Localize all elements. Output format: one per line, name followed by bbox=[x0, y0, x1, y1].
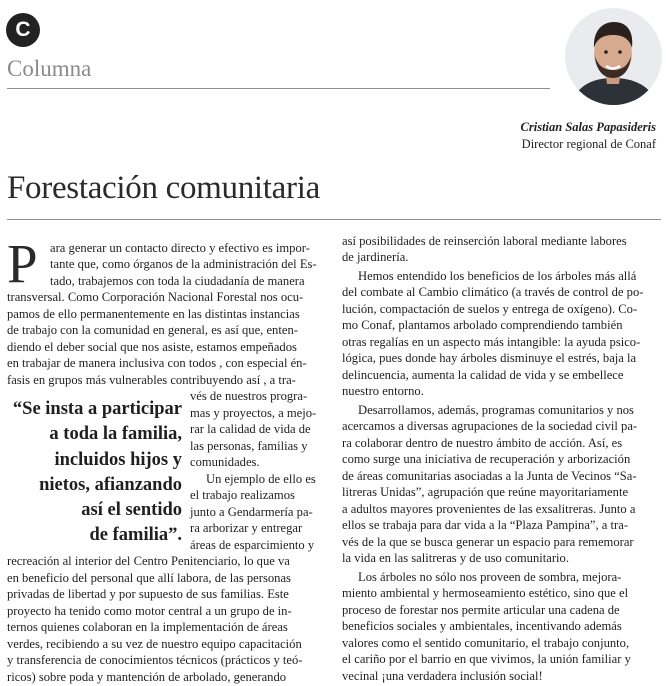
column-1-line: pamos de ello permanentemente en las distintas instancias bbox=[7, 307, 300, 321]
column-1-line: de trabajo con la comunidad en general, es así que, enten- bbox=[7, 323, 298, 337]
column-1-line: ternos quienes colaboran en la implementación de áreas bbox=[7, 620, 288, 634]
column-2-line: a adultos mayores provenientes de las exsalitreras. Junto a bbox=[342, 502, 636, 516]
author-portrait bbox=[565, 8, 662, 105]
column-1-line: ricos) sobre poda y mantención de arbolado, generando bbox=[7, 670, 287, 684]
section-label: Columna bbox=[7, 56, 92, 81]
column-1-line: verdes, recibiendo a su vez de nuestro equipo capacitación bbox=[7, 637, 302, 651]
drop-cap: P bbox=[7, 233, 38, 294]
column-2-line: lógica, pues donde hay árboles disminuye el estrés, baja la bbox=[342, 351, 637, 365]
column-2-line: Los árboles no sólo nos proveen de sombra, mejora- bbox=[358, 570, 622, 584]
column-2-line: nuestro entorno. bbox=[342, 384, 424, 398]
column-2-line: de jardinería. bbox=[342, 250, 409, 264]
author-byline bbox=[521, 119, 656, 153]
column-1-line: tante que, como órganos de la administración del Es- bbox=[50, 257, 317, 271]
author-name: Cristian Salas Papasideris bbox=[520, 120, 656, 134]
column-2-line: litreras Unidas”, agrupación que reúne mayoritariamente bbox=[342, 485, 629, 499]
column-2-line: el cariño por el barrio en que vivimos, la unión familiar y bbox=[342, 652, 631, 666]
header-divider bbox=[7, 88, 550, 89]
column-1-line: ra arborizar y entregar bbox=[190, 521, 303, 535]
column-1-line: el trabajo realizamos bbox=[190, 488, 295, 502]
column-1-line: mas y proyectos, a mejo- bbox=[190, 406, 317, 420]
column-2-line: lución, compactación de suelos y entrega de oxígeno). Co- bbox=[342, 302, 638, 316]
column-2-line: valores como el sentido comunitario, el trabajo conjunto, bbox=[342, 636, 630, 650]
headline-divider bbox=[7, 219, 661, 220]
column-2-line: como surge una iniciativa de recuperación y arborización bbox=[342, 452, 631, 466]
column-2-line: miento ambiental y hermoseamiento estético, sino que el bbox=[342, 586, 629, 600]
column-2-line: vés de la que se busca generar un espacio para rememorar bbox=[342, 535, 634, 549]
pull-quote-line: “Se insta a participar bbox=[12, 399, 182, 419]
column-2-line: Hemos entendido los beneficios de los árboles más allá bbox=[358, 269, 637, 283]
author-role: Director regional de Conaf bbox=[521, 137, 656, 151]
column-1-line: Un ejemplo de ello es bbox=[206, 472, 316, 486]
column-2-line: delincuencia, aumenta la calidad de vida y se embellece bbox=[342, 368, 624, 382]
column-1-line: privadas de libertad y por supuesto de sus familias. Este bbox=[7, 587, 289, 601]
column-2-line: beneficios sociales y ambientales, incentivando además bbox=[342, 619, 622, 633]
column-2-line: vecinal ¡una verdadera inclusión social! bbox=[342, 669, 543, 683]
column-1-line: fasis en grupos más vulnerables contribuyendo así , a tra- bbox=[7, 373, 296, 387]
column-1-line: diendo el deber social que nos asiste, estamos empeñados bbox=[7, 340, 297, 354]
headline: Forestación comunitaria bbox=[7, 170, 320, 206]
pull-quote-line: así el sentido bbox=[81, 500, 182, 520]
column-1-line: ara generar un contacto directo y efectivo es impor- bbox=[50, 241, 310, 255]
column-1-line: en beneficio del personal que allí labora, de las personas bbox=[7, 571, 291, 585]
column-1-line: tado, trabajemos con toda la ciudadanía de manera bbox=[50, 274, 305, 288]
pull-quote-line: a toda la familia, bbox=[49, 424, 182, 444]
column-2-line: mo Conaf, plantamos arbolado comprendiendo también bbox=[342, 318, 623, 332]
pull-quote-line: de familia”. bbox=[89, 525, 182, 545]
column-2-line: así posibilidades de reinserción laboral mediante labores bbox=[342, 234, 627, 248]
column-2-line: ra colaborar dentro de nuestro ámbito de acción. Así, es bbox=[342, 436, 623, 450]
column-2-line: ellos se trabaja para dar vida a la “Plaza Pampina”, a tra- bbox=[342, 518, 629, 532]
column-2-line: la vida en las salitreras y de uso comunitario. bbox=[342, 551, 569, 565]
column-1-line: áreas de esparcimiento y bbox=[190, 538, 315, 552]
column-1-line: rar la calidad de vida de bbox=[190, 422, 311, 436]
column-1-line: transversal. Como Corporación Nacional Forestal nos ocu- bbox=[7, 290, 304, 304]
column-1-line: comunidades. bbox=[190, 455, 260, 469]
column-2-line: del combate al Cambio climático (a través de control de po- bbox=[342, 285, 644, 299]
column-2-line: de áreas comunitarias asociadas a la Junta de Vecinos “Sa- bbox=[342, 469, 637, 483]
column-1-line: y transferencia de conocimientos técnicos (prácticos y teó- bbox=[7, 653, 303, 667]
column-1-line: en trabajar de manera inclusiva con todos , con especial én- bbox=[7, 356, 307, 370]
column-2-line: acercamos a diversas agrupaciones de la sociedad civil pa- bbox=[342, 419, 638, 433]
column-2-line: Desarrollamos, además, programas comunitarios y nos bbox=[358, 403, 634, 417]
pull-quote-line: nietos, afianzando bbox=[39, 475, 182, 495]
column-1-line: proyecto ha tenido como motor central a un grupo de in- bbox=[7, 604, 292, 618]
column-1-line: vés de nuestros progra- bbox=[190, 389, 308, 403]
column-badge: C bbox=[6, 13, 40, 47]
column-1-line: junto a Gendarmería pa- bbox=[190, 505, 313, 519]
column-2-line: proceso de forestar nos permite articular una cadena de bbox=[342, 603, 620, 617]
pull-quote bbox=[7, 398, 182, 558]
column-1-line: recreación al interior del Centro Penitenciario, lo que va bbox=[7, 554, 290, 568]
column-1-line: las personas, familias y bbox=[190, 439, 308, 453]
column-2-line: otras regalías en un aspecto más intangible: la ayuda psico- bbox=[342, 335, 641, 349]
pull-quote-line: incluidos hijos y bbox=[54, 450, 182, 470]
